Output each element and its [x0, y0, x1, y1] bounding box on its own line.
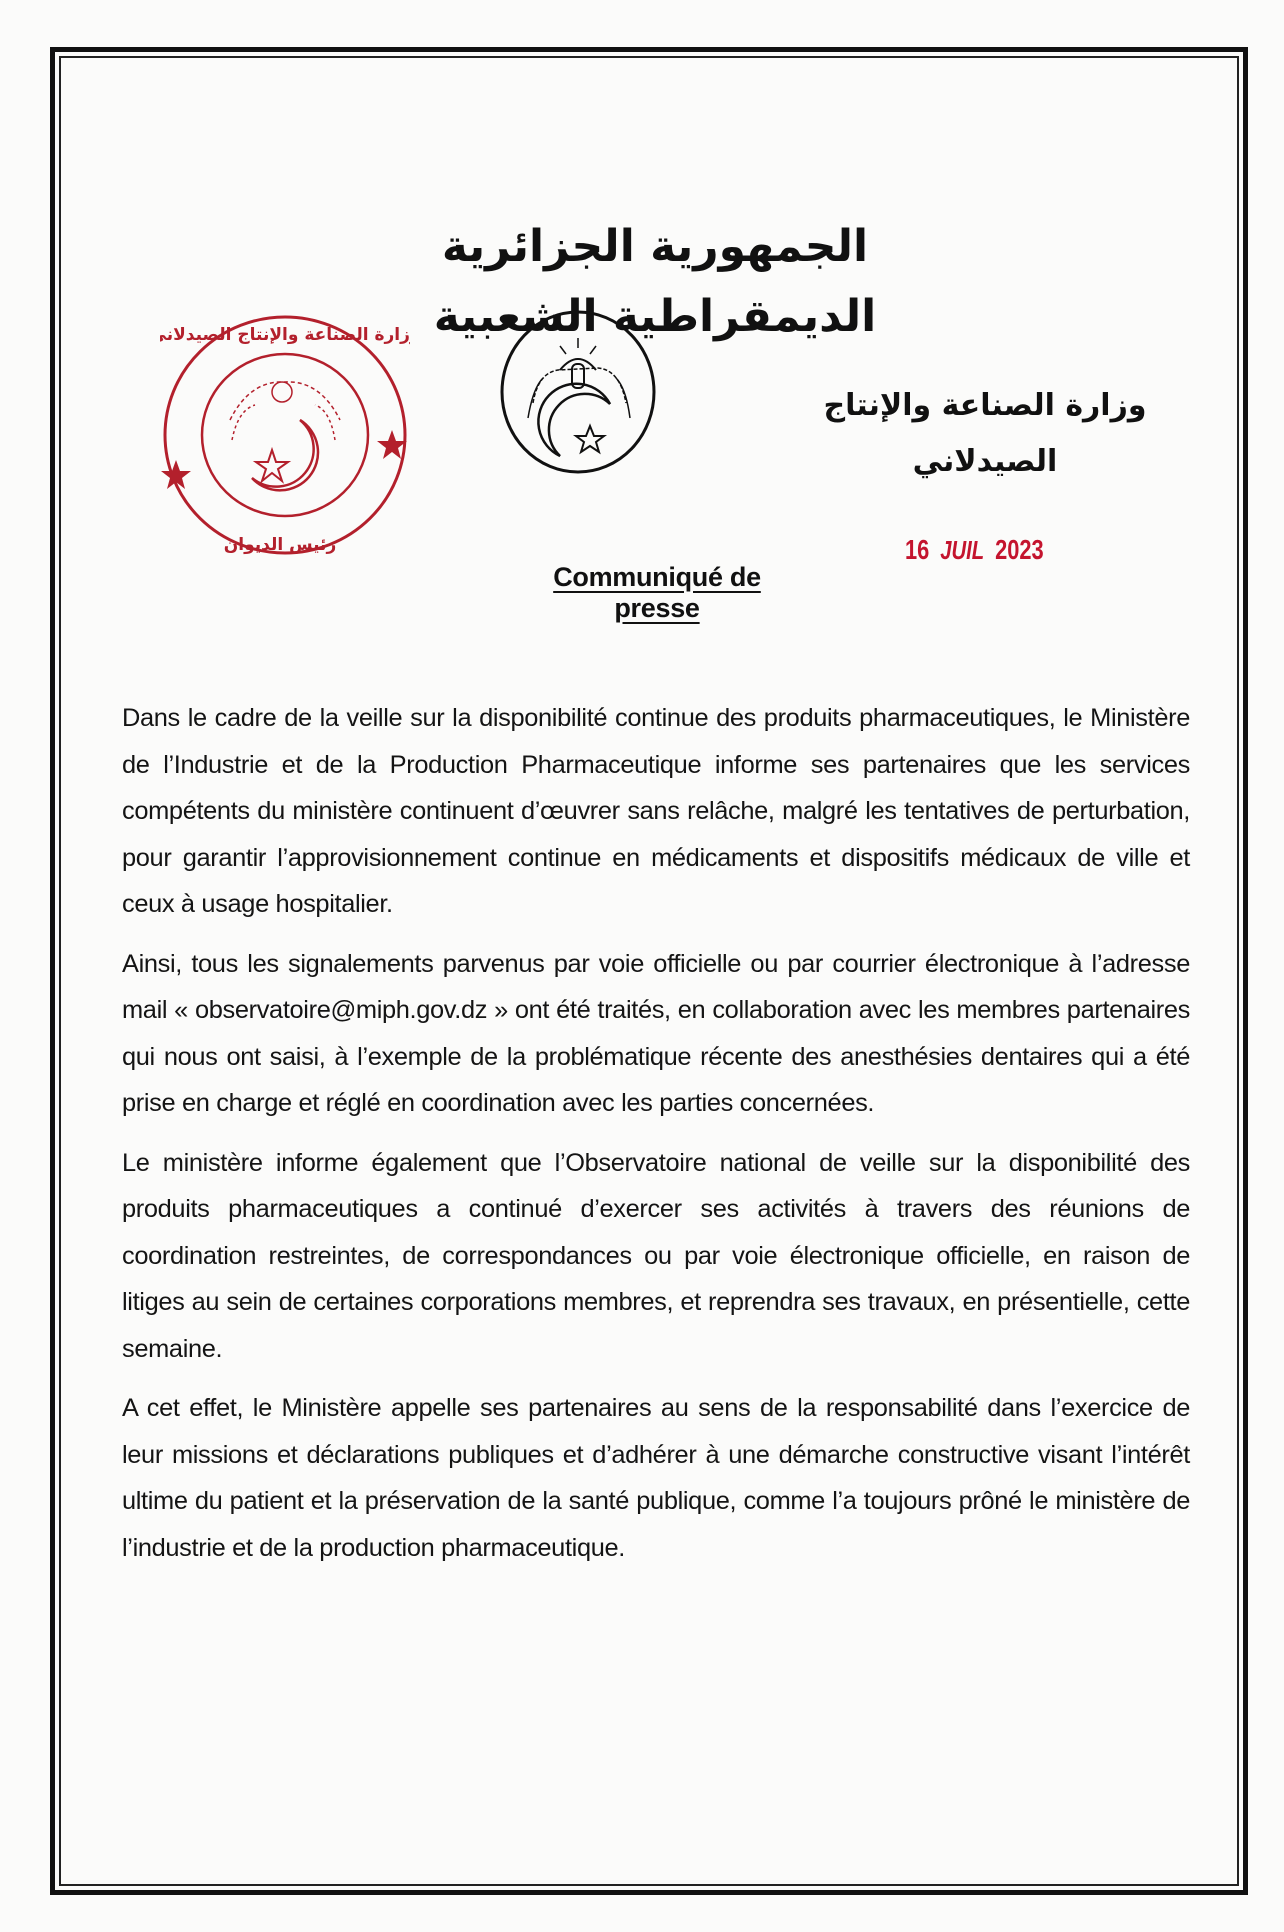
ministry-name-ar: وزارة الصناعة والإنتاج الصيدلاني [823, 388, 1147, 479]
paragraph-4: A cet effet, le Ministère appelle ses partenaires au sens de la responsabilité dans l’exercice de leur missions et déclarations publiques et d’adhérer à une démarche constructive visant l’intérêt ultime du patient et la préservation de la santé publique, comme l’a toujours prôné le ministère de l’industrie et de la production pharmaceutique. [122, 1394, 1190, 1562]
date-month: JUIL [940, 534, 985, 565]
document-body [122, 695, 1190, 1584]
paragraph-3: Le ministère informe également que l’Observatoire national de veille sur la disponibilité des produits pharmaceutiques a continué d’exercer ses activités à travers des réunions de coordination restreintes, de correspondances ou par voie électronique officielle, en raison de litiges au sein de certaines corporations membres, et reprendra ses travaux, en présentielle, cette semaine. [122, 1148, 1190, 1363]
paragraph-2: Ainsi, tous les signalements parvenus par voie officielle ou par courrier électronique à l’adresse mail « observatoire@miph.gov.dz » ont été traités, en collaboration avec les membres partenaires qui nous ont saisi, à l’exemple de la problématique récente des anesthésies dentaires qui a été prise en charge et réglé en coordination avec les parties concernées. [122, 949, 1190, 1117]
date-stamp [905, 528, 1044, 572]
republic-heading-ar: الجمهورية الجزائرية الديمقراطية الشعبية [433, 221, 877, 342]
date-year: 2023 [995, 534, 1044, 565]
stamp-ring-text: وزارة الصناعة والإنتاج الصيدلاني [160, 325, 410, 345]
document-title: Communiqué de presse [553, 562, 761, 623]
paragraph-1: Dans le cadre de la veille sur la disponibilité continue des produits pharmaceutiques, le Ministère de l’Industrie et de la Production Pharmaceutique informe ses partenaires que les services compétents du ministère continuent d’œuvrer sans relâche, malgré les tentatives de perturbation, pour garantir l’approvisionnement continue en médicaments et dispositifs médicaux de ville et ceux à usage hospitalier. [122, 704, 1190, 918]
stamp-caption-ar: رئيس الديوان [223, 535, 337, 555]
algeria-emblem-icon [498, 308, 658, 476]
date-day: 16 [905, 534, 930, 565]
